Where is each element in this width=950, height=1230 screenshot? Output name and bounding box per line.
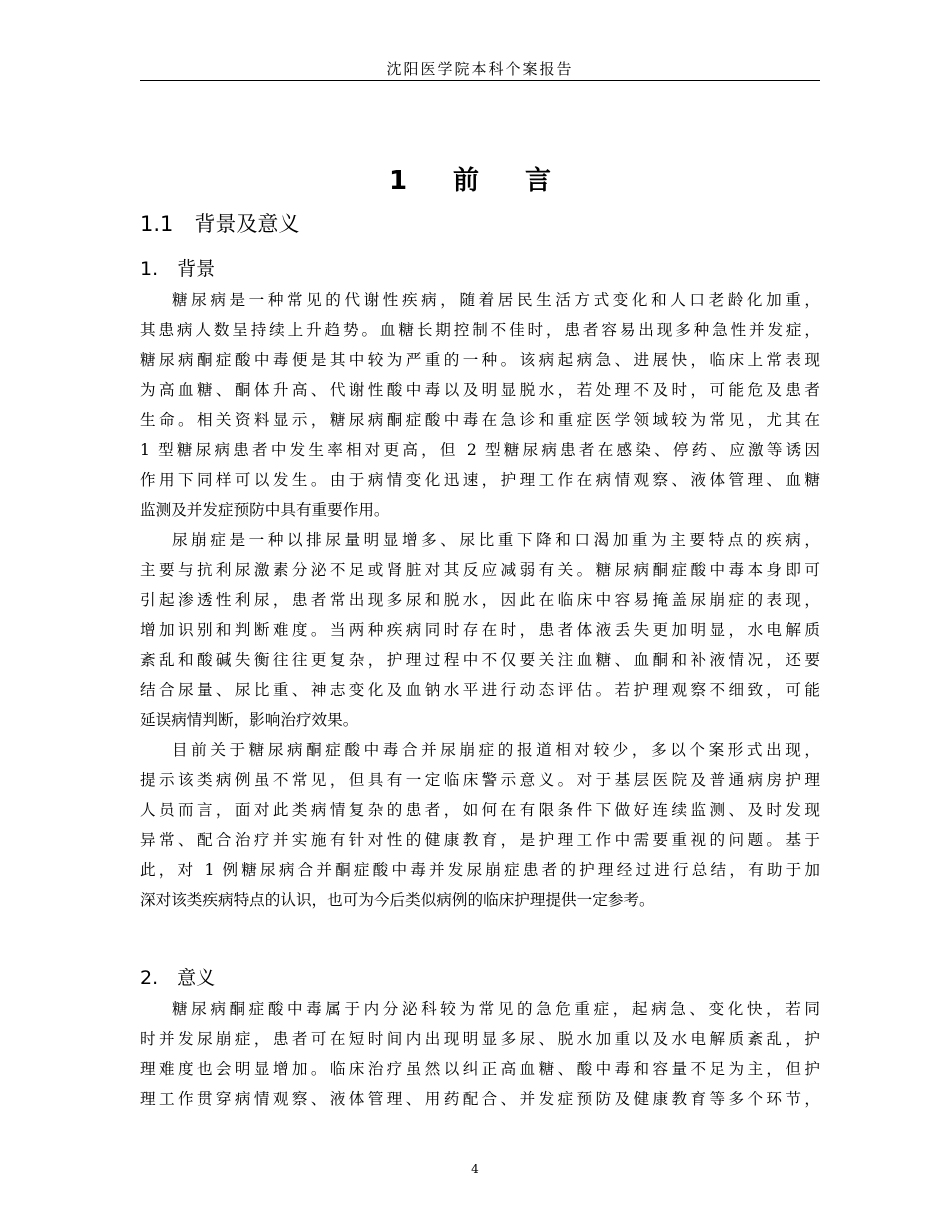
section-heading: 1.1 背景及意义 (140, 212, 300, 236)
paragraph-background-1 (140, 285, 820, 525)
text-line: 尿崩症是一种以排尿量明显增多、尿比重下降和口渴加重为主要特点的疾病， (172, 531, 820, 549)
running-header: 沈阳医学院本科个案报告 (386, 60, 574, 78)
paragraph-background-2 (140, 525, 820, 735)
text-line: 监测及并发症预防中具有重要作用。 (140, 501, 390, 519)
text-line: 理难度也会明显增加。临床治疗虽然以纠正高血糖、酸中毒和容量不足为主，但护 (140, 1060, 820, 1078)
chapter-title: 1 前 言 (388, 166, 562, 196)
text-line: 紊乱和酸碱失衡往往更复杂，护理过程中不仅要关注血糖、血酮和补液情况，还要 (140, 651, 820, 669)
text-line: 引起渗透性利尿，患者常出现多尿和脱水，因此在临床中容易掩盖尿崩症的表现， (140, 591, 820, 609)
text-line: 深对该类疾病特点的认识，也可为今后类似病例的临床护理提供一定参考。 (140, 891, 655, 909)
text-line: 增加识别和判断难度。当两种疾病同时存在时，患者体液丢失更加明显，水电解质 (140, 621, 820, 639)
page-number: 4 (471, 1162, 479, 1176)
text-line: 糖尿病是一种常见的代谢性疾病，随着居民生活方式变化和人口老龄化加重， (172, 291, 820, 309)
text-line: 延误病情判断，影响治疗效果。 (140, 711, 359, 729)
paragraph-significance-1 (140, 994, 820, 1114)
text-line: 异常、配合治疗并实施有针对性的健康教育，是护理工作中需要重视的问题。基于 (140, 831, 820, 849)
header-rule (140, 80, 820, 81)
subsection-heading-significance: 2. 意义 (140, 967, 216, 989)
paragraph-background-3 (140, 735, 820, 915)
text-line: 提示该类病例虽不常见，但具有一定临床警示意义。对于基层医院及普通病房护理 (140, 771, 820, 789)
text-line: 理工作贯穿病情观察、液体管理、用药配合、并发症预防及健康教育等多个环节， (140, 1090, 820, 1108)
text-line: 结合尿量、尿比重、神志变化及血钠水平进行动态评估。若护理观察不细致，可能 (140, 681, 820, 699)
text-line: 为高血糖、酮体升高、代谢性酸中毒以及明显脱水，若处理不及时，可能危及患者 (140, 381, 820, 399)
text-line: 人员而言，面对此类病情复杂的患者，如何在有限条件下做好连续监测、及时发现 (140, 801, 820, 819)
text-line: 作用下同样可以发生。由于病情变化迅速，护理工作在病情观察、液体管理、血糖 (140, 471, 820, 489)
text-line: 主要与抗利尿激素分泌不足或肾脏对其反应减弱有关。糖尿病酮症酸中毒本身即可 (140, 561, 820, 579)
text-line: 糖尿病酮症酸中毒属于内分泌科较为常见的急危重症，起病急、变化快，若同 (172, 1000, 820, 1018)
text-line: 其患病人数呈持续上升趋势。血糖长期控制不佳时，患者容易出现多种急性并发症， (140, 321, 820, 339)
text-line: 糖尿病酮症酸中毒便是其中较为严重的一种。该病起病急、进展快，临床上常表现 (140, 351, 820, 369)
subsection-heading-background: 1. 背景 (140, 258, 216, 280)
text-line: 目前关于糖尿病酮症酸中毒合并尿崩症的报道相对较少，多以个案形式出现， (172, 741, 820, 759)
text-line: 此，对 1 例糖尿病合并酮症酸中毒并发尿崩症患者的护理经过进行总结，有助于加 (140, 861, 820, 879)
text-line: 生命。相关资料显示，糖尿病酮症酸中毒在急诊和重症医学领域较为常见，尤其在 (140, 411, 820, 429)
text-line: 1 型糖尿病患者中发生率相对更高，但 2 型糖尿病患者在感染、停药、应激等诱因 (140, 441, 820, 459)
text-line: 时并发尿崩症，患者可在短时间内出现明显多尿、脱水加重以及水电解质紊乱，护 (140, 1030, 820, 1048)
